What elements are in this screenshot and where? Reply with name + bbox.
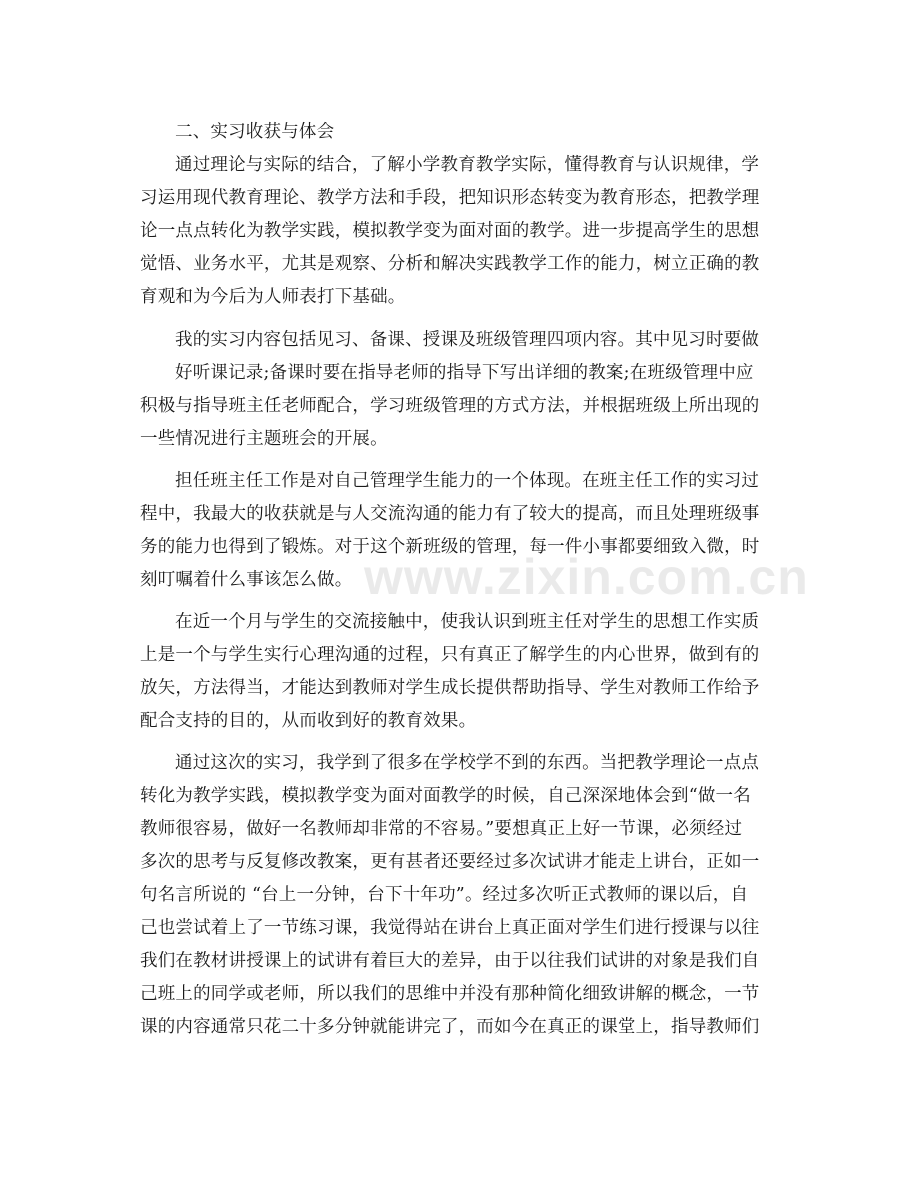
paragraph-line: 一些情况进行主题班会的开展。 <box>140 429 388 449</box>
paragraph-line: 配合支持的目的，从而收到好的教育效果。 <box>140 711 477 731</box>
paragraph-line: 多次的思考与反复修改教案，更有甚者还要经过多次试讲才能走上讲台，正如一 <box>140 852 760 872</box>
paragraph-line: 放矢，方法得当，才能达到教师对学生成长提供帮助指导、学生对教师工作给予 <box>140 678 760 698</box>
paragraph-line: 己班上的同学或老师，所以我们的思维中并没有那种简化细致讲解的概念，一节 <box>140 984 760 1004</box>
paragraph-line: 在近一个月与学生的交流接触中，使我认识到班主任对学生的思想工作实质 <box>175 612 760 632</box>
section-heading: 二、实习收获与体会 <box>175 122 335 142</box>
paragraph-line: 我们在教材讲授课上的试讲有着巨大的差异，由于以往我们试讲的对象是我们自 <box>140 951 760 971</box>
paragraph-line: 刻叮嘱着什么事该怎么做。 <box>140 570 353 590</box>
paragraph-line: 己也尝试着上了一节练习课，我觉得站在讲台上真正面对学生们进行授课与以往 <box>140 918 760 938</box>
paragraph-line: 教师很容易，做好一名教师却非常的不容易。”要想真正上好一节课，必须经过 <box>140 819 743 839</box>
paragraph-line: 好听课记录;备课时要在指导老师的指导下写出详细的教案;在班级管理中应 <box>175 363 754 383</box>
paragraph-line: 育观和为今后为人师表打下基础。 <box>140 287 406 307</box>
paragraph-line: 觉悟、业务水平，尤其是观察、分析和解决实践教学工作的能力，树立正确的教 <box>140 254 760 274</box>
paragraph-line: 我的实习内容包括见习、备课、授课及班级管理四项内容。其中见习时要做 <box>175 330 760 350</box>
paragraph-line: 句名言所说的 “台上一分钟，台下十年功”。经过多次听正式教师的课以后，自 <box>140 885 749 905</box>
paragraph-line: 课的内容通常只花二十多分钟就能讲完了，而如今在真正的课堂上，指导教师们 <box>140 1017 760 1037</box>
paragraph-line: 通过理论与实际的结合，了解小学教育教学实际，懂得教育与认识规律，学 <box>175 155 760 175</box>
paragraph-line: 上是一个与学生实行心理沟通的过程，只有真正了解学生的内心世界，做到有的 <box>140 645 760 665</box>
paragraph-line: 转化为教学实践，模拟教学变为面对面教学的时候，自己深深地体会到“做一名 <box>140 786 751 806</box>
paragraph-line: 务的能力也得到了锻炼。对于这个新班级的管理，每一件小事都要细致入微，时 <box>140 537 760 557</box>
watermark: www.zixin.com.cn <box>364 549 809 605</box>
paragraph-line: 积极与指导班主任老师配合，学习班级管理的方式方法，并根据班级上所出现的 <box>140 396 760 416</box>
paragraph-line: 担任班主任工作是对自己管理学生能力的一个体现。在班主任工作的实习过 <box>175 471 760 491</box>
paragraph-line: 通过这次的实习，我学到了很多在学校学不到的东西。当把教学理论一点点 <box>175 753 760 773</box>
paragraph-line: 程中，我最大的收获就是与人交流沟通的能力有了较大的提高，而且处理班级事 <box>140 504 760 524</box>
paragraph-line: 习运用现代教育理论、教学方法和手段，把知识形态转变为教育形态，把教学理 <box>140 188 760 208</box>
paragraph-line: 论一点点转化为教学实践，模拟教学变为面对面的教学。进一步提高学生的思想 <box>140 221 760 241</box>
